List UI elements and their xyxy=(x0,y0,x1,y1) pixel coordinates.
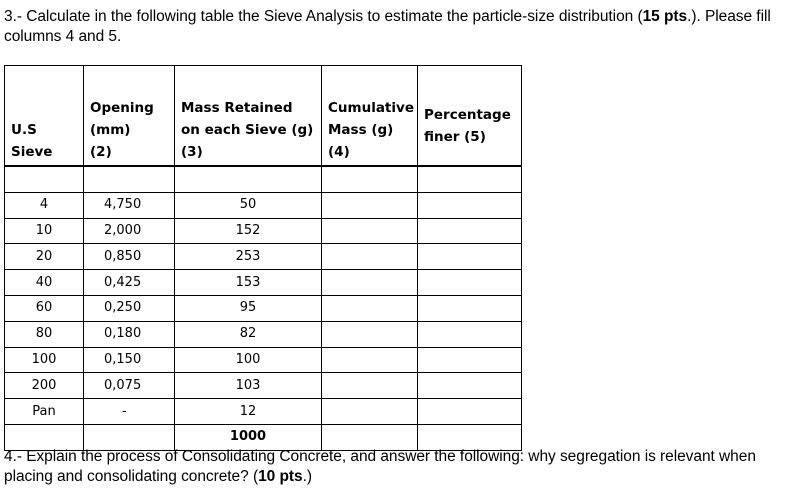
cell-opening: 2,000 xyxy=(84,218,175,244)
cell-percentage-finer[interactable] xyxy=(418,218,522,244)
header-percentage-finer-line-1: Percentage xyxy=(424,106,511,123)
table-row xyxy=(5,321,522,347)
table-cell xyxy=(418,166,522,192)
cell-sieve: 80 xyxy=(5,321,84,347)
cell-sieve: 40 xyxy=(5,270,84,296)
cell-mass: 82 xyxy=(175,321,322,347)
cell-cumulative-mass[interactable] xyxy=(322,321,418,347)
header-mass-retained-line-2: on each Sieve (g) xyxy=(181,122,314,138)
cell-cumulative-mass[interactable] xyxy=(322,373,418,399)
cell-mass: 50 xyxy=(175,192,322,218)
cell-opening: 0,180 xyxy=(84,321,175,347)
question-4-text: 4.- Explain the process of Consolidating Concrete, and answer the following: why segregation is relevant when placing and consolidating concrete? ( xyxy=(4,448,756,485)
header-us-sieve xyxy=(5,66,84,167)
cell-percentage-finer[interactable] xyxy=(418,399,522,425)
table-row xyxy=(5,373,522,399)
cell-mass: 153 xyxy=(175,270,322,296)
cell-opening: 0,075 xyxy=(84,373,175,399)
cell-percentage-finer[interactable] xyxy=(418,192,522,218)
table-cell xyxy=(5,166,84,192)
header-opening-line-3: (2) xyxy=(90,144,112,160)
cell-cumulative-mass[interactable] xyxy=(322,270,418,296)
cell-opening: 4,750 xyxy=(84,192,175,218)
cell-percentage-finer[interactable] xyxy=(418,373,522,399)
cell-percentage-finer[interactable] xyxy=(418,270,522,296)
cell-opening: 0,150 xyxy=(84,347,175,373)
question-4-text-end: .) xyxy=(302,468,312,485)
cell-mass: 152 xyxy=(175,218,322,244)
sieve-analysis-table xyxy=(4,65,522,451)
table-cell xyxy=(175,166,322,192)
cell-sieve: Pan xyxy=(5,399,84,425)
cell-mass: 103 xyxy=(175,373,322,399)
cell-cumulative-mass[interactable] xyxy=(322,244,418,270)
cell-mass: 100 xyxy=(175,347,322,373)
cell-cumulative-mass[interactable] xyxy=(322,192,418,218)
header-opening-line-2: (mm) xyxy=(90,122,131,138)
question-3-points: 15 pts xyxy=(642,8,688,25)
cell-opening: 0,850 xyxy=(84,244,175,270)
table-row xyxy=(5,295,522,321)
cell-sieve: 20 xyxy=(5,244,84,270)
cell-percentage-finer[interactable] xyxy=(418,347,522,373)
cell-cumulative-mass[interactable] xyxy=(322,218,418,244)
header-cumulative-mass-line-1: Cumulative xyxy=(328,100,414,116)
cell-opening: 0,425 xyxy=(84,270,175,296)
cell-opening: 0,250 xyxy=(84,295,175,321)
header-opening-line-1: Opening xyxy=(90,100,154,116)
cell-cumulative-mass[interactable] xyxy=(322,399,418,425)
cell-total-mass: 1000 xyxy=(175,424,322,450)
question-4 xyxy=(4,447,792,487)
cell-opening: - xyxy=(84,399,175,425)
table-cell xyxy=(322,166,418,192)
header-cumulative-mass-line-2: Mass (g) xyxy=(328,122,394,138)
table-row xyxy=(5,244,522,270)
cell-sieve: 60 xyxy=(5,295,84,321)
cell-mass: 253 xyxy=(175,244,322,270)
header-mass-retained-line-1: Mass Retained xyxy=(181,100,293,116)
table-header-row xyxy=(5,66,522,167)
question-3 xyxy=(4,7,792,47)
table-cell xyxy=(84,166,175,192)
cell-mass: 95 xyxy=(175,295,322,321)
table-row-blank xyxy=(5,166,522,192)
question-3-text-end: .). Please fill columns 4 and 5. xyxy=(4,8,771,45)
cell-sieve: 10 xyxy=(5,218,84,244)
question-4-points: 10 pts xyxy=(258,468,303,485)
header-cumulative-mass-line-3: (4) xyxy=(328,144,350,160)
header-percentage-finer xyxy=(418,66,522,167)
cell-sieve: 200 xyxy=(5,373,84,399)
header-opening xyxy=(84,66,175,167)
cell-percentage-finer[interactable] xyxy=(418,321,522,347)
table-row xyxy=(5,399,522,425)
header-mass-retained xyxy=(175,66,322,167)
question-3-text: 3.- Calculate in the following table the Sieve Analysis to estimate the particle-size distribution ( xyxy=(4,8,643,25)
header-cumulative-mass xyxy=(322,66,418,167)
cell-mass: 12 xyxy=(175,399,322,425)
cell-sieve: 100 xyxy=(5,347,84,373)
table-row xyxy=(5,270,522,296)
cell-sieve: 4 xyxy=(5,192,84,218)
cell-cumulative-mass[interactable] xyxy=(322,347,418,373)
table-row xyxy=(5,192,522,218)
table-row xyxy=(5,347,522,373)
header-mass-retained-line-3: (3) xyxy=(181,144,203,160)
cell-cumulative-mass[interactable] xyxy=(322,295,418,321)
header-us-sieve-line-2: Sieve xyxy=(11,144,53,160)
table-row xyxy=(5,218,522,244)
header-us-sieve-line-1: U.S xyxy=(11,122,37,138)
cell-percentage-finer[interactable] xyxy=(418,295,522,321)
header-percentage-finer-line-2: finer (5) xyxy=(424,128,486,145)
cell-percentage-finer[interactable] xyxy=(418,244,522,270)
